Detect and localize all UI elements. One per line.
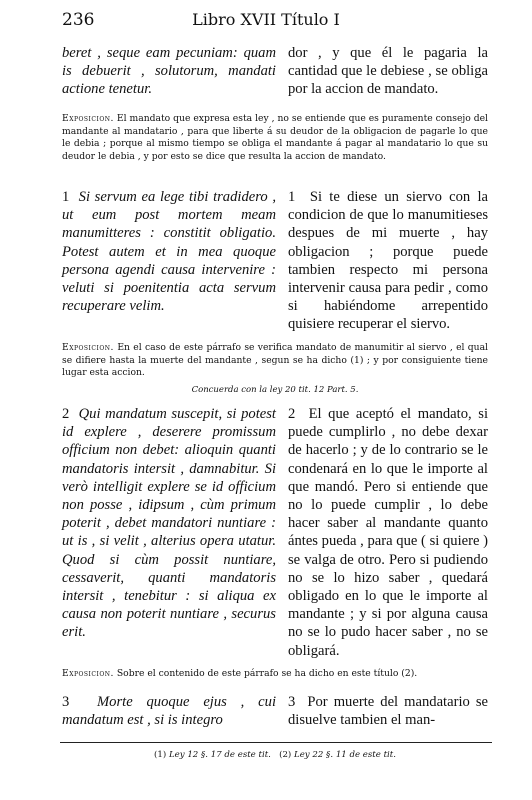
section-number: 1	[62, 189, 70, 205]
intro-latin-text: beret , seque eam pecuniam: quam is debuerit , solutorum, mandati actione tenetur.	[62, 45, 276, 98]
exposicion-2	[62, 342, 488, 380]
intro-spanish	[288, 44, 488, 99]
exposicion-text: En el caso de este párrafo se verifica mandato de manumitir al siervo , el qual se difiere hasta la muerte del mandante , segun se ha dicho (1) ; y por consiguiente tiene lugar esta accion.	[62, 342, 489, 378]
intro-spanish-text: dor , y que él le pagaria la cantidad que le debiese , se obliga por la accion de mandato.	[288, 45, 488, 98]
footnote-2-text: Ley 22 §. 11 de este tit.	[294, 750, 396, 760]
section-number: 3	[62, 694, 70, 710]
section-1-spanish-text: Si te diese un siervo con la condicion de que lo manumitieses despues de mi muerte , hay obligacion ; porque puede tambien respecto mi persona intervenir causa para pedir , como si habiéndome arrepentido quisiere recuperar el siervo.	[288, 189, 488, 333]
footnote-1-mark: (1)	[154, 750, 167, 760]
exposicion-label: Exposicion.	[62, 342, 114, 353]
section-2-latin	[62, 405, 276, 642]
intro-latin	[62, 44, 276, 99]
section-3-latin	[62, 693, 276, 729]
footnote-1-text: Ley 12 §. 17 de este tit.	[168, 750, 271, 760]
exposicion-3	[62, 668, 488, 681]
exposicion-text: El mandato que expresa esta ley , no se entiende que es puramente consejo del mandante al mandatario , para que liberte á su deudor de la obligacion de pagarle lo que le debia ; porque al mismo tiempo se obliga el mandante á pagar al mandatario lo que su deudor le debia , y por esto se dice que resulta la accion de mandato.	[62, 113, 488, 162]
section-number: 3	[288, 694, 296, 710]
page-number: 236	[62, 10, 95, 30]
section-1-latin-text: Si servum ea lege tibi tradidero , ut eum post mortem meam manumitteres : constitit obligatio. Potest autem et in mea quoque persona agendi causa intervenire : veluti si poenitentia acta servum recuperare velim.	[62, 189, 276, 315]
section-1-spanish	[288, 188, 488, 334]
section-1-latin	[62, 188, 276, 315]
exposicion-text: Sobre el contenido de este párrafo se ha dicho en este título (2).	[116, 668, 418, 679]
section-2-spanish-text: El que aceptó el mandato, si puede cumplirlo , no debe dexar de hacerlo ; y de lo contrario se le condenará en lo que le importe al que mandó. Pero si entiende que no lo puede cumplir , lo debe hacer saber al mandante quanto ántes pueda , para que ( si quiere ) se valga de otro. Pero si pudiendo no se lo hizo saber , quedará obligado en lo que le importe al mandante ; y si por alguna causa no se lo pudo hacer saber , no se obligará.	[288, 406, 489, 659]
section-number: 1	[288, 189, 296, 205]
section-number: 2	[62, 406, 70, 422]
page-header	[0, 8, 532, 36]
section-2-latin-text: Qui mandatum suscepit, si potest id explere , deserere promissum officium non debet: alioquin quanti mandatoris intersit , damnabitur. Si verò intelligit explere se id officium non posse , idipsum , cùm primum poterit , debet mandatori nuntiare : ut is , si velit , alterius opera utatur. Quod si cùm possit nuntiare, cessaverit, quanti mandatoris intersit , tenebitur : si aliqua ex causa non poterit nuntiare , securus erit.	[62, 406, 276, 641]
section-3-spanish-text: Por muerte del mandatario se disuelve tambien el man-	[288, 694, 488, 729]
section-3-spanish	[288, 693, 488, 729]
footnotes	[62, 750, 488, 760]
concordance-note: Concuerda con la ley 20 tit. 12 Part. 5.	[191, 385, 359, 395]
section-number: 2	[288, 406, 296, 422]
footnote-rule	[60, 742, 492, 743]
exposicion-label: Exposicion.	[62, 113, 114, 124]
exposicion-1	[62, 113, 488, 163]
running-title: Libro XVII Título I	[192, 10, 340, 29]
section-3-latin-text: Morte quoque ejus , cui mandatum est , si is integro	[62, 694, 276, 729]
footnote-2-mark: (2)	[279, 750, 292, 760]
exposicion-label: Exposicion.	[62, 668, 114, 679]
section-2-spanish	[288, 405, 488, 660]
